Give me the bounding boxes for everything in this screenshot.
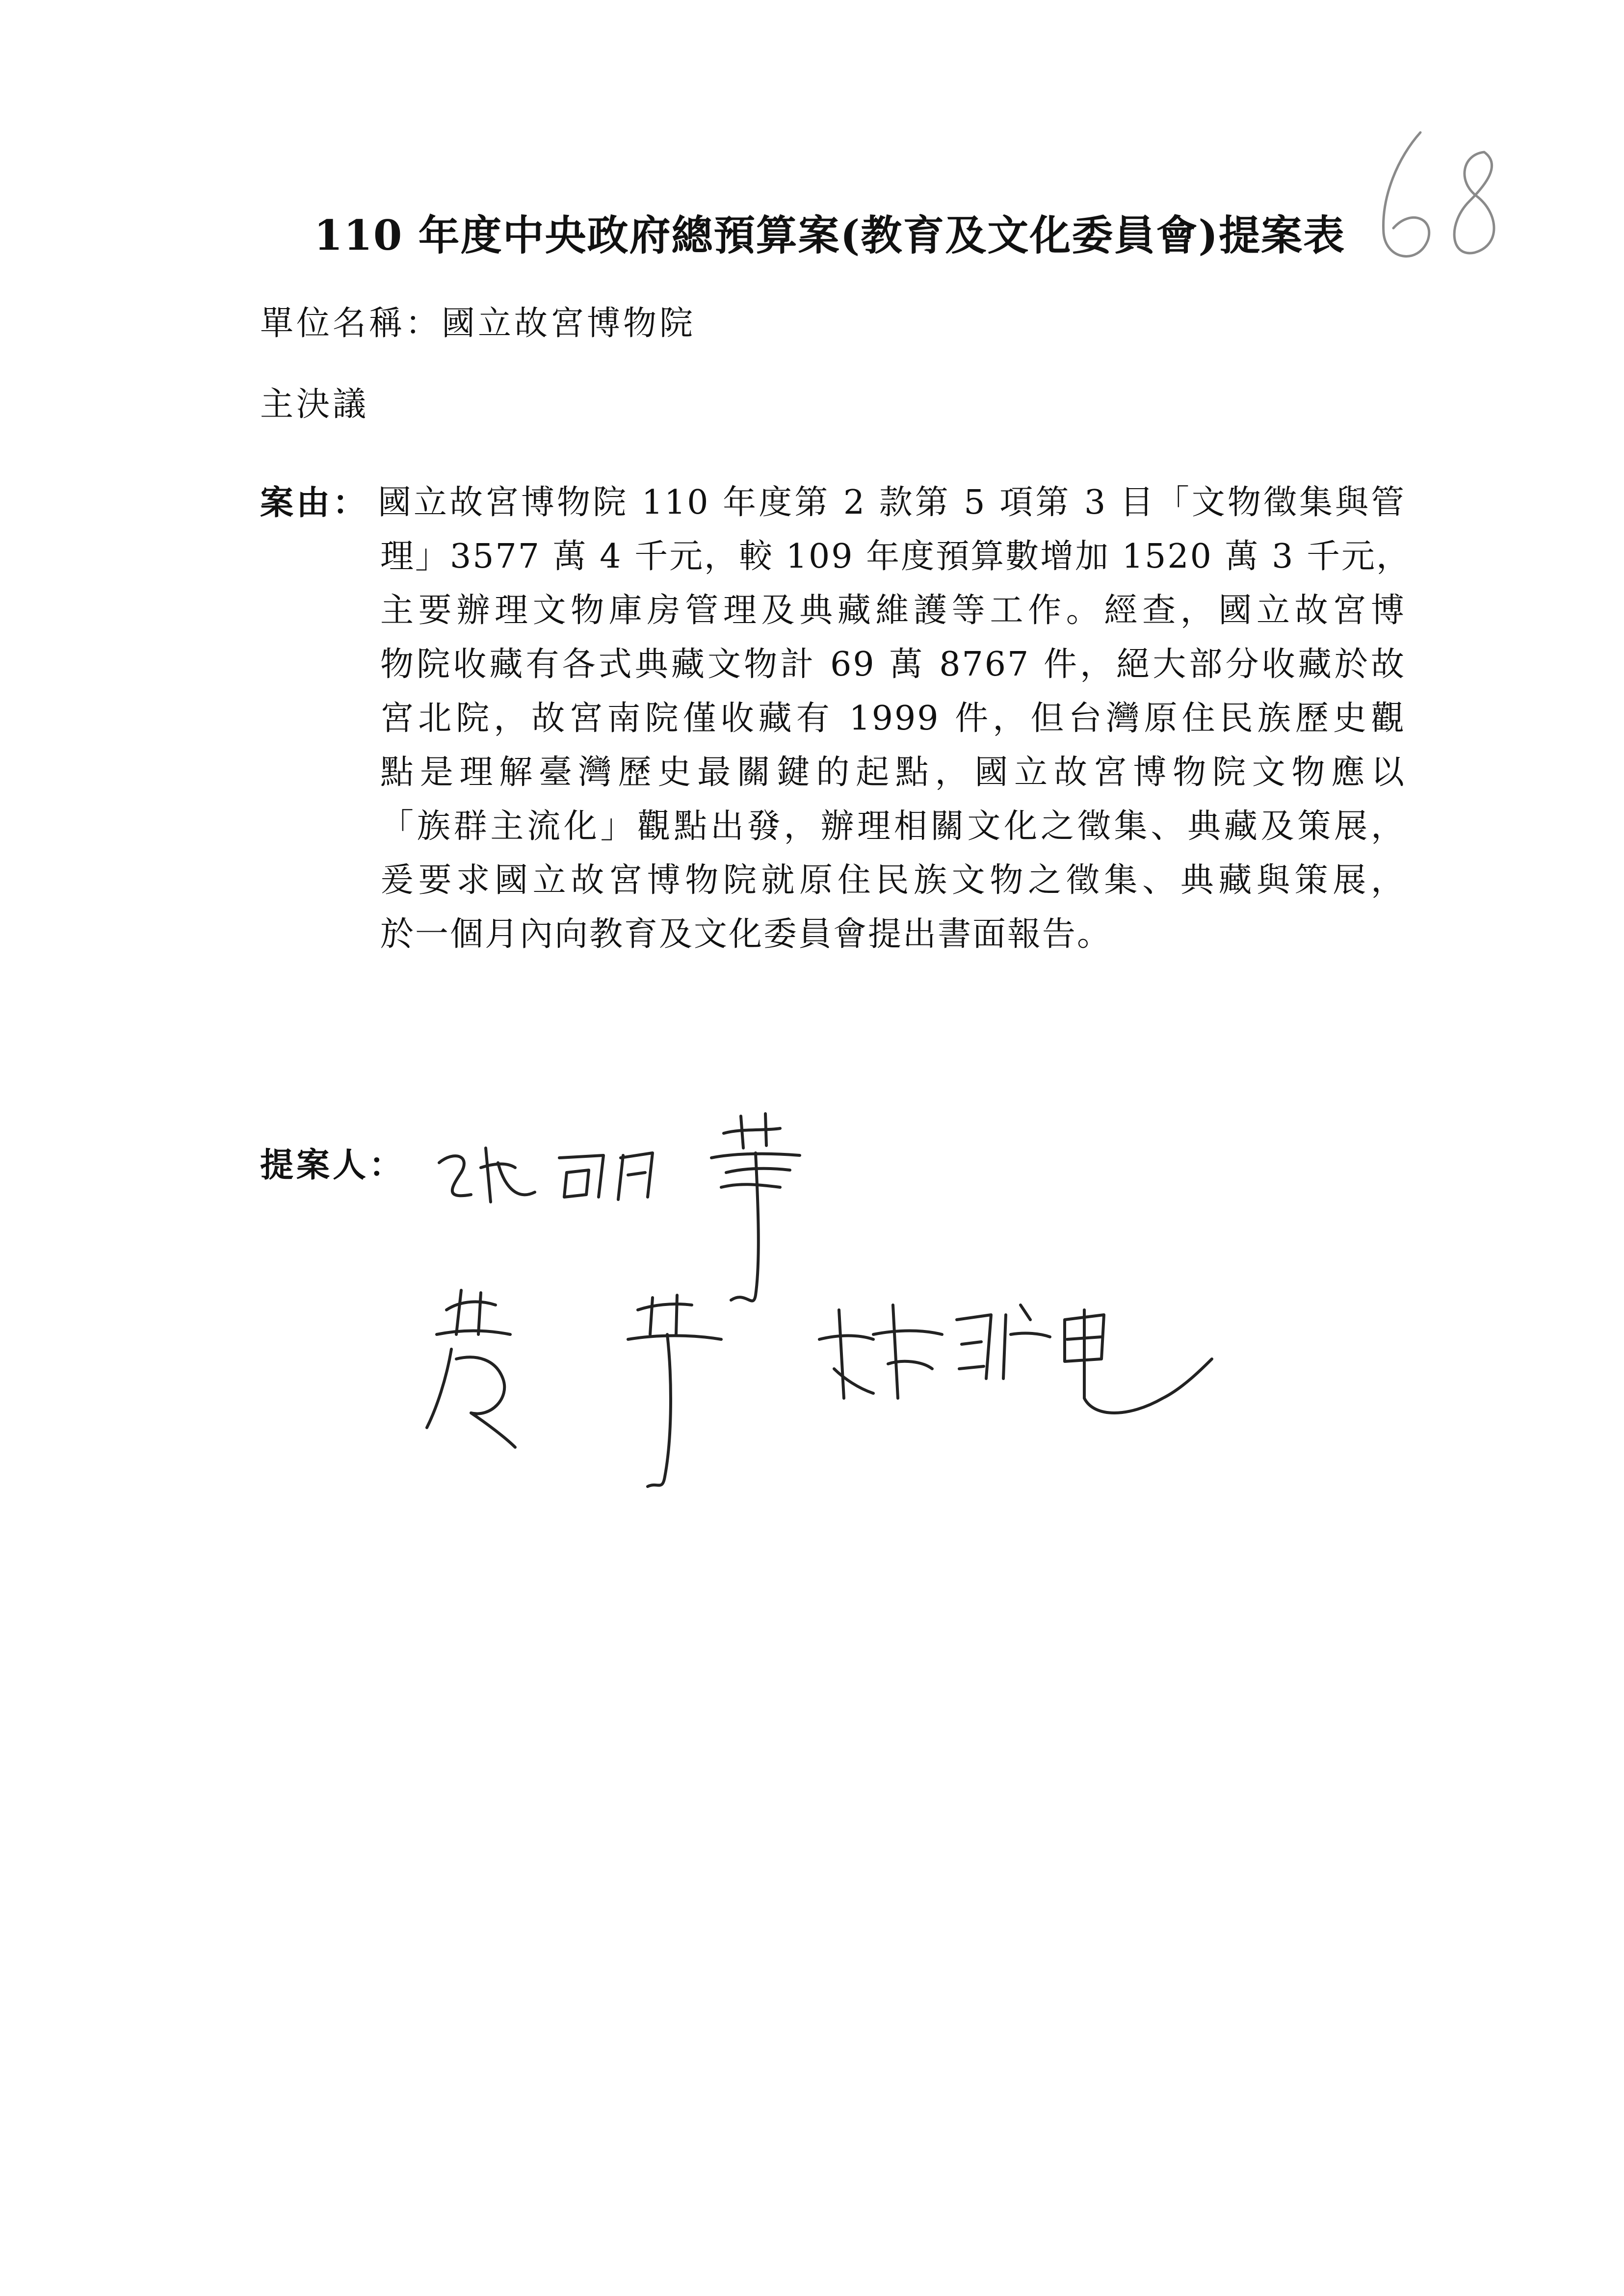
case-line: 國立故宮博物院 110 年度第 2 款第 5 項第 3 目「文物徵集與管 bbox=[378, 483, 1406, 522]
decision-type: 主決議 bbox=[260, 385, 369, 424]
case-line: 「族群主流化」觀點出發，辦理相關文化之徵集、典藏及策展， bbox=[380, 807, 1406, 846]
unit-name: 國立故宮博物院 bbox=[442, 304, 696, 343]
case-body bbox=[378, 476, 1411, 962]
unit-line bbox=[260, 297, 696, 351]
case-line: 物院收藏有各式典藏文物計 69 萬 8767 件，絕大部分收藏於故 bbox=[380, 645, 1406, 684]
proposer-label: 提案人： bbox=[260, 1146, 406, 1185]
case-label: 案由： bbox=[260, 483, 369, 522]
page-title: 110 年度中央政府總預算案(教育及文化委員會)提案表 bbox=[314, 211, 1346, 260]
unit-label: 單位名稱： bbox=[260, 304, 442, 343]
case-line: 宮北院，故宮南院僅收藏有 1999 件，但台灣原住民族歷史觀 bbox=[380, 699, 1406, 738]
handwritten-signatures bbox=[417, 1104, 1251, 1545]
case-line: 點是理解臺灣歷史最關鍵的起點，國立故宮博物院文物應以 bbox=[380, 753, 1406, 792]
case-line: 於一個月內向教育及文化委員會提出書面報告。 bbox=[380, 915, 1112, 954]
case-line: 理」3577 萬 4 千元，較 109 年度預算數增加 1520 萬 3 千元， bbox=[380, 537, 1411, 576]
handwritten-page-number bbox=[1364, 118, 1511, 280]
case-line: 爰要求國立故宮博物院就原住民族文物之徵集、典藏與策展， bbox=[380, 861, 1406, 900]
case-line: 主要辦理文物庫房管理及典藏維護等工作。經查，國立故宮博 bbox=[380, 591, 1406, 630]
